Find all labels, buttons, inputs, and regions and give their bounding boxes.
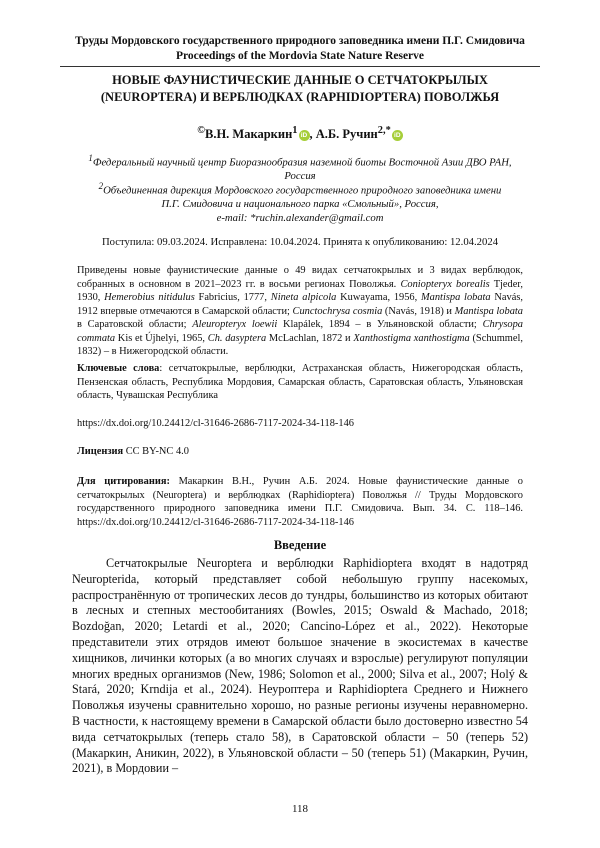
citation xyxy=(77,475,523,529)
abstract-text: Tjeder, 1930, xyxy=(77,278,523,303)
abstract-text: (Navás, 1918) и xyxy=(382,305,455,317)
header-rule xyxy=(60,66,540,67)
affiliation-marker: 2,* xyxy=(377,125,391,136)
keywords xyxy=(77,362,523,403)
species-name: Mantispa lobata xyxy=(454,305,523,317)
affiliation-text-cont: П.Г. Смидовича и национального парка «Смольный», Россия, xyxy=(161,198,439,211)
affiliation-country: Россия xyxy=(284,170,316,183)
affiliation-marker: 1 xyxy=(292,125,298,136)
received-dates: Поступила: 09.03.2024. Исправлена: 10.04.2024. Принята к опубликованию: 12.04.2024 xyxy=(101,236,499,248)
author-name: В.Н. Макаркин xyxy=(204,127,293,142)
species-name: Coniopteryx borealis xyxy=(400,278,490,290)
article-title-line2: (NEUROPTERA) И ВЕРБЛЮДКАХ (RAPHIDIOPTERA) ПОВОЛЖЬЯ xyxy=(100,90,500,104)
license-value: CC BY-NC 4.0 xyxy=(123,446,189,457)
article-title-line1: НОВЫЕ ФАУНИСТИЧЕСКИЕ ДАННЫЕ О СЕТЧАТОКРЫЛЫХ xyxy=(112,73,488,87)
affiliation-text: Объединенная дирекция Мордовского государственного природного заповедника имени xyxy=(103,184,502,197)
abstract-text: Fabricius, 1777, xyxy=(194,292,271,303)
abstract-text: McLachlan, 1872 и xyxy=(266,332,354,344)
author-separator: , xyxy=(309,127,316,142)
copyright-mark: © xyxy=(197,125,205,136)
journal-title-en: Proceedings of the Mordovia State Nature Reserve xyxy=(175,50,425,62)
abstract xyxy=(77,264,523,359)
abstract-text: Klapálek, 1894 – в Ульяновской области; xyxy=(277,319,483,330)
citation-label: Для цитирования: xyxy=(77,476,170,487)
abstract-text: Kis et Újhelyi, 1965, xyxy=(115,332,208,344)
journal-header xyxy=(60,34,540,64)
page-number: 118 xyxy=(291,803,309,815)
species-name: Aleuropteryx loewii xyxy=(192,319,278,330)
species-name: Ch. dasyptera xyxy=(207,332,267,344)
species-name: Xanthostigma xanthostigma xyxy=(353,332,470,344)
abstract-text: Navás, 1912 впервые отмечаются в Самарской области; xyxy=(77,292,523,317)
license xyxy=(77,446,189,457)
orcid-icon[interactable]: iD xyxy=(392,130,403,141)
author-name: А.Б. Ручин xyxy=(315,127,378,142)
affiliation-text: Федеральный научный центр Биоразнообразия наземной биоты Восточной Азии ДВО РАН, xyxy=(92,156,512,169)
abstract-text: в Саратовской области; xyxy=(77,319,193,330)
article-title xyxy=(66,72,534,106)
abstract-text: Приведены новые фаунистические данные о 49 видах сетчатокрылых и 3 видах верблюдок, собранных в основном в 2021–2023 гг. в восьми регионах Поволжья. xyxy=(77,265,523,290)
body-paragraph: Сетчатокрылые Neuroptera и верблюдки Raphidioptera входят в надотряд Neuropterida, который представляет собой небольшую группу насекомых, распространённую от тропических лесов до тундры, большинство из которых обитают в лесных и степных местообитаниях (Bowles, 2015; Oswald & Machado, 2018; Bozdoğan, 2020; Letardi et al., 2020; Cancino-López et al., 2022). Некоторые представители этих отрядов имеют большое значение в экосистемах в качестве хищников, личинки которых (а во многих случаях и взрослые) регулируют популяции многих вредных организмов (New, 1986; Solomon et al., 2000; Silva et al., 2007; Holý & Stará, 2020; Krndija et al., 2024). Неуроптера и Raphidioptera Среднего и Нижнего Поволжья изучены сравнительно хорошо, но разные регионы изучены неравномерно. В частности, к настоящему времени в Самарской области было достоверно известно 54 вида сетчатокрылых (теперь стало 58), в Саратовской области – 50 (теперь 52) (Макаркин, Аникин, 2022), в Ульяновской области – 50 (теперь 51) (Макаркин, Ручин, 2021), в Мордовии – xyxy=(72,556,528,776)
license-label: Лицензия xyxy=(77,446,124,457)
introduction xyxy=(72,556,528,777)
author-list xyxy=(60,123,540,142)
affiliation-number: 2 xyxy=(98,181,104,191)
doi-link[interactable]: https://dx.doi.org/10.24412/cl-31646-2686-7117-2024-34-118-146 xyxy=(77,418,354,429)
species-name: Hemerobius nitidulus xyxy=(104,292,195,303)
abstract-text: Kuwayama, 1956, xyxy=(336,292,422,303)
journal-title-ru: Труды Мордовского государственного природного заповедника имени П.Г. Смидовича xyxy=(75,35,525,47)
keywords-label: Ключевые слова xyxy=(77,363,160,374)
species-name: Cunctochrysa cosmia xyxy=(292,305,383,317)
species-name: Nineta alpicola xyxy=(270,292,337,303)
keywords-text: : сетчатокрылые, верблюдки, Астраханская область, Нижегородская область, Пензенская область, Республика Мордовия, Самарская область, Саратовская область, Ульяновская область, Чувашская Республика xyxy=(77,363,523,401)
species-name: Chrysopa commata xyxy=(77,319,524,344)
orcid-icon[interactable]: iD xyxy=(299,130,310,141)
contact-email[interactable]: e-mail: *ruchin.alexander@gmail.com xyxy=(216,211,384,224)
section-heading: Введение xyxy=(273,538,327,552)
affiliation-number: 1 xyxy=(88,153,93,163)
affiliation-2 xyxy=(66,180,534,225)
species-name: Mantispa lobata xyxy=(421,292,491,303)
citation-text: Макаркин В.Н., Ручин А.Б. 2024. Новые фаунистические данные о сетчатокрылых (Neuroptera) и верблюдках (Raphidioptera) Поволжья // Труды Мордовского государственного природного заповедника имени П.Г. Смидовича. Вып. 34. С. 118–146. https://dx.doi.org/10.24412/cl-31646-2686-7117-2024-34-118-146 xyxy=(77,476,523,528)
affiliation-1 xyxy=(66,152,534,184)
abstract-text: (Schummel, 1832) – в Нижегородской области. xyxy=(77,332,523,357)
